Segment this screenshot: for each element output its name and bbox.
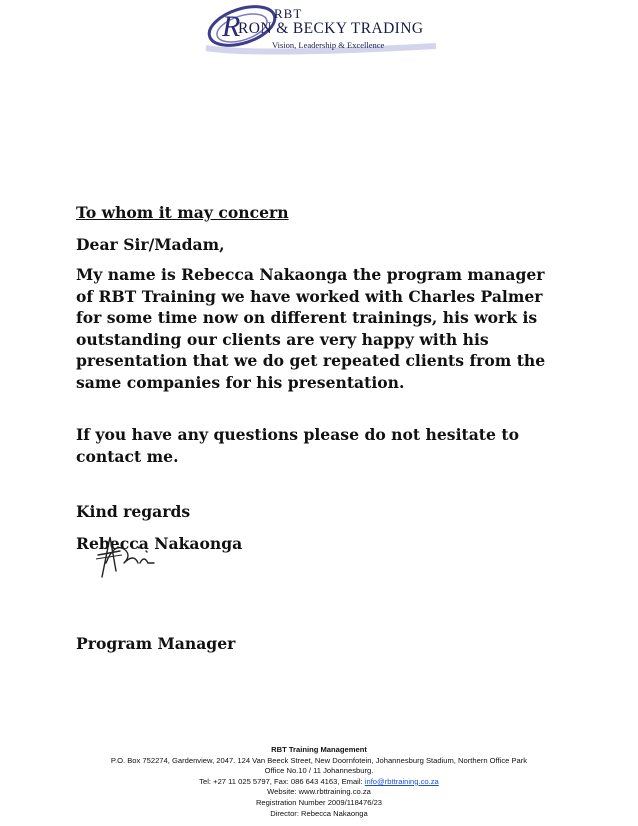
letter-paragraph: My name is Rebecca Nakaonga the program manager of RBT Training we have worked with Charles Palmer for some time now on different trainings, his work is outstanding our clients are very happy with his presentation that we do get repeated clients from the same companies for his presentation. [76,265,546,392]
footer-website: Website: www.rbttraining.co.za [267,787,371,797]
company-logo [196,2,446,56]
letterhead-footer [0,745,638,819]
footer-registration: Registration Number 2009/118476/23 [255,797,383,807]
svg-text:R: R [222,10,241,43]
footer-company: RBT Training Management [271,745,367,754]
footer-email-link[interactable]: info@rbttraining.co.za [364,776,439,786]
handwritten-signature-icon [94,533,166,579]
footer-contact-prefix: Tel: +27 11 025 5797, Fax: 086 643 4163, Email: [199,776,365,786]
signer-name: Rebecca Nakaonga [76,533,243,553]
footer-address: P.O. Box 752274, Gardenview, 2047. 124 Van Beeck Street, New Doornfotein, Johannesburg Stadium, Northern Office Park [110,755,528,765]
footer-contact [0,777,638,788]
logo-rbt-text: RBT [274,6,303,21]
letter-subject: To whom it may concern [76,203,289,222]
signer-title: Program Manager [76,634,236,653]
footer-director: Director: Rebecca Nakaonga [270,808,368,818]
letter-closing: Kind regards [76,502,191,521]
letter-body [76,202,566,655]
logo-tagline: Vision, Leadership & Excellence [272,40,385,50]
logo-company-name: RON & BECKY TRADING [238,20,424,37]
letter-salutation: Dear Sir/Madam, [76,234,225,254]
footer-office: Office No.10 / 11 Johannesburg. [264,766,374,776]
letter-questions: If you have any questions please do not hesitate to contact me. [76,425,519,466]
